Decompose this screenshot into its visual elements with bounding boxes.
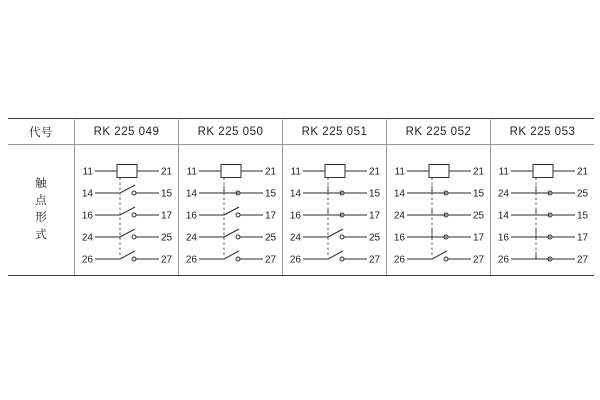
svg-text:14: 14 bbox=[185, 188, 197, 200]
svg-text:11: 11 bbox=[290, 166, 301, 178]
svg-text:16: 16 bbox=[289, 210, 301, 222]
row-label-char-1: 点 bbox=[35, 195, 47, 207]
body-cell-diagram-1 bbox=[179, 145, 283, 276]
contact-diagram-3 bbox=[387, 145, 490, 275]
header-cell-model-0 bbox=[75, 119, 179, 145]
svg-text:26: 26 bbox=[393, 254, 405, 266]
svg-text:25: 25 bbox=[472, 210, 484, 222]
svg-text:15: 15 bbox=[264, 188, 276, 200]
svg-text:21: 21 bbox=[472, 166, 484, 178]
svg-text:17: 17 bbox=[576, 232, 588, 244]
svg-text:24: 24 bbox=[393, 210, 405, 222]
row-label-char-0: 触 bbox=[35, 178, 47, 190]
body-cell-diagram-3 bbox=[387, 145, 491, 276]
contact-form-row-label bbox=[8, 176, 74, 244]
svg-text:24: 24 bbox=[289, 232, 301, 244]
body-cell-diagram-2 bbox=[283, 145, 387, 276]
svg-text:14: 14 bbox=[289, 188, 301, 200]
svg-text:25: 25 bbox=[368, 232, 380, 244]
model-label-1: RK 225 050 bbox=[197, 125, 264, 138]
header-cell-model-2 bbox=[283, 119, 387, 145]
svg-text:15: 15 bbox=[576, 210, 588, 222]
contact-diagram-2 bbox=[283, 145, 386, 275]
table-header-row bbox=[8, 119, 594, 145]
svg-text:14: 14 bbox=[497, 210, 509, 222]
svg-text:16: 16 bbox=[393, 232, 405, 244]
model-label-2: RK 225 051 bbox=[301, 125, 368, 138]
model-label-3: RK 225 052 bbox=[405, 125, 472, 138]
svg-text:17: 17 bbox=[160, 210, 172, 222]
svg-text:27: 27 bbox=[576, 254, 588, 266]
contact-form-table-wrapper bbox=[8, 118, 592, 276]
svg-text:26: 26 bbox=[497, 254, 509, 266]
svg-text:24: 24 bbox=[497, 188, 509, 200]
svg-text:25: 25 bbox=[160, 232, 172, 244]
model-label-0: RK 225 049 bbox=[93, 125, 160, 138]
svg-text:17: 17 bbox=[368, 210, 380, 222]
svg-text:24: 24 bbox=[185, 232, 197, 244]
header-row-label: 代号 bbox=[29, 126, 53, 139]
svg-text:25: 25 bbox=[264, 232, 276, 244]
svg-text:15: 15 bbox=[472, 188, 484, 200]
contact-diagram-4 bbox=[491, 145, 594, 275]
svg-text:21: 21 bbox=[368, 166, 380, 178]
body-cell-diagram-4 bbox=[491, 145, 595, 276]
svg-text:26: 26 bbox=[289, 254, 301, 266]
svg-text:27: 27 bbox=[472, 254, 484, 266]
svg-text:16: 16 bbox=[81, 210, 93, 222]
svg-text:11: 11 bbox=[394, 166, 405, 178]
table-body-row bbox=[8, 145, 594, 276]
contact-diagram-0 bbox=[75, 145, 178, 275]
contact-diagram-1 bbox=[179, 145, 282, 275]
header-cell-model-1 bbox=[179, 119, 283, 145]
contact-form-table bbox=[8, 118, 594, 276]
svg-text:16: 16 bbox=[185, 210, 197, 222]
svg-text:26: 26 bbox=[81, 254, 93, 266]
body-cell-diagram-0 bbox=[75, 145, 179, 276]
svg-text:15: 15 bbox=[368, 188, 380, 200]
svg-text:21: 21 bbox=[576, 166, 588, 178]
svg-text:17: 17 bbox=[472, 232, 484, 244]
svg-text:11: 11 bbox=[82, 166, 93, 178]
svg-text:21: 21 bbox=[160, 166, 172, 178]
svg-text:26: 26 bbox=[185, 254, 197, 266]
header-cell-model-3 bbox=[387, 119, 491, 145]
svg-text:15: 15 bbox=[160, 188, 172, 200]
row-label-char-3: 式 bbox=[35, 229, 47, 241]
svg-text:14: 14 bbox=[81, 188, 93, 200]
svg-text:24: 24 bbox=[81, 232, 93, 244]
svg-text:21: 21 bbox=[264, 166, 276, 178]
svg-text:27: 27 bbox=[264, 254, 276, 266]
row-label-char-2: 形 bbox=[35, 212, 47, 224]
model-label-4: RK 225 053 bbox=[509, 125, 576, 138]
svg-text:27: 27 bbox=[368, 254, 380, 266]
header-cell-row-label bbox=[8, 119, 75, 145]
header-cell-model-4 bbox=[491, 119, 595, 145]
svg-text:17: 17 bbox=[264, 210, 276, 222]
body-cell-row-label bbox=[8, 145, 75, 276]
svg-text:11: 11 bbox=[498, 166, 509, 178]
svg-text:11: 11 bbox=[186, 166, 197, 178]
svg-text:16: 16 bbox=[497, 232, 509, 244]
svg-text:14: 14 bbox=[393, 188, 405, 200]
svg-text:27: 27 bbox=[160, 254, 172, 266]
svg-text:25: 25 bbox=[576, 188, 588, 200]
